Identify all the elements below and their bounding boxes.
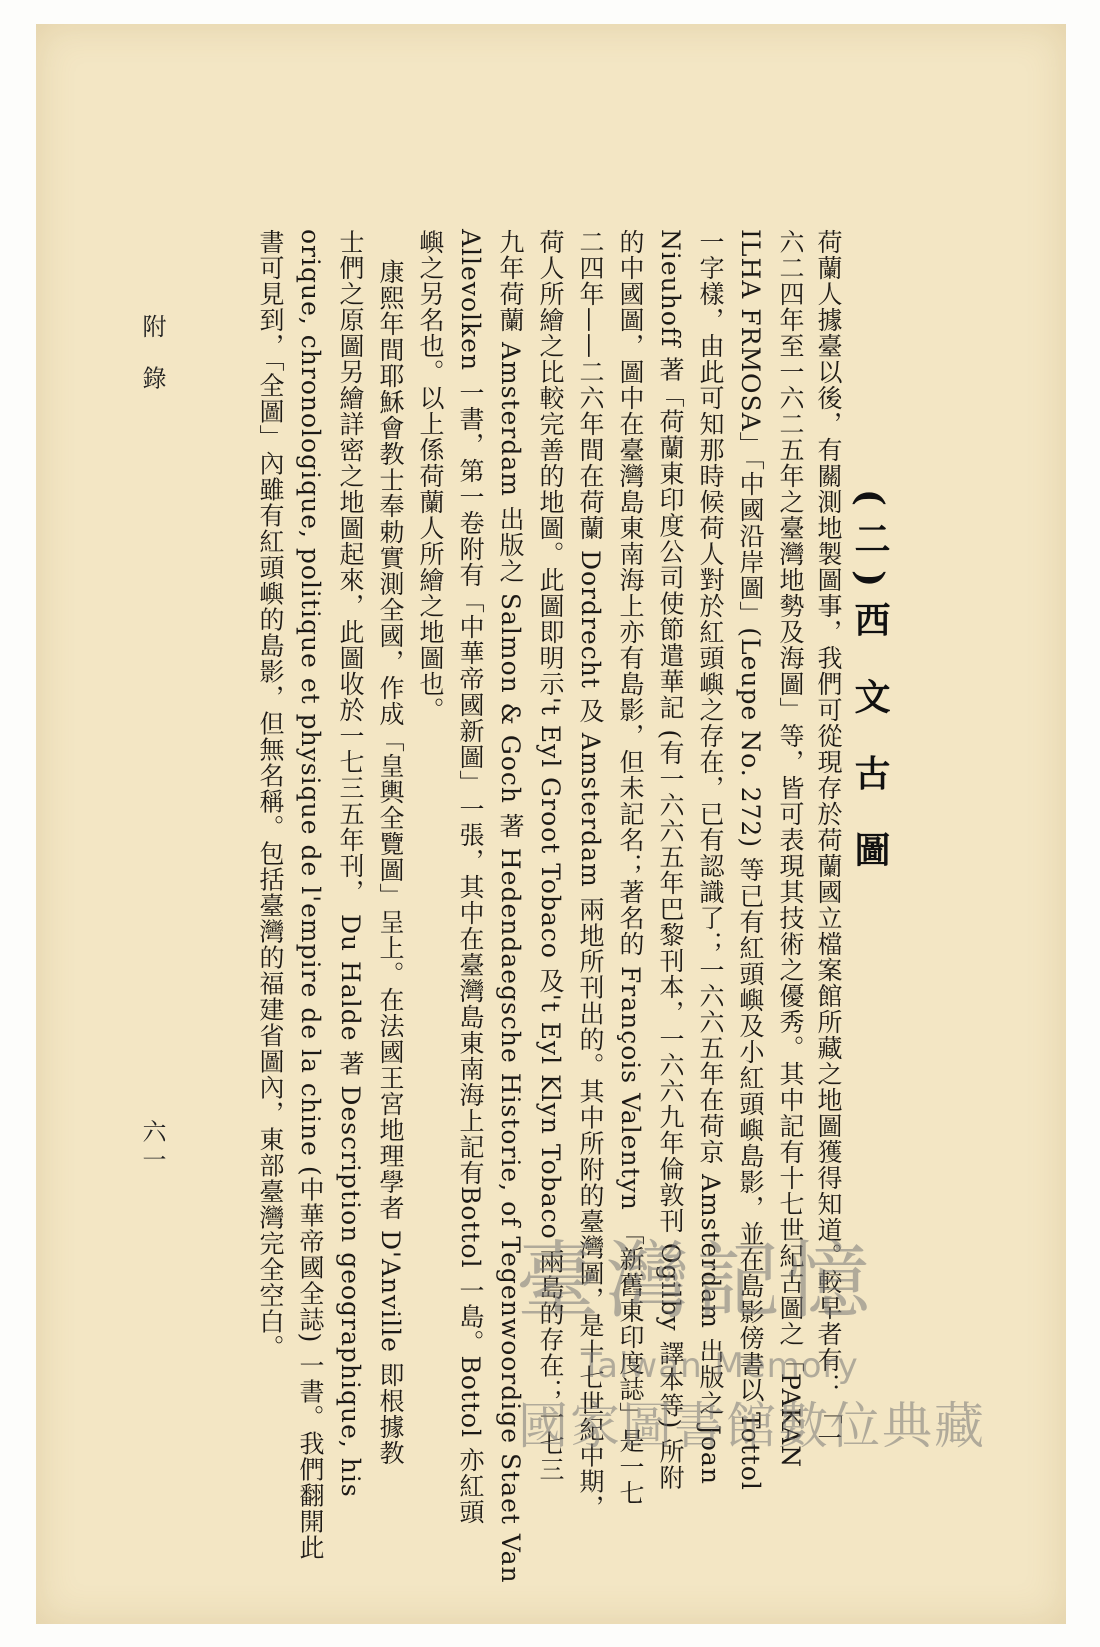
document-page (36, 24, 1066, 1624)
text-column-14: orique, chronologique, politique et physique de l'empire de la chine (中華帝國全誌) 一書。我們翻開此 (296, 229, 325, 1561)
text-column-8: 荷人所繪之比較完善的地圖。此圖即明示't Eyl Groot Tobaco 及't Eyl Klyn Tobaco 兩島的存在；一七三 (536, 229, 565, 1483)
watermark-title: 臺灣記憶 (516, 1232, 877, 1330)
watermark-institution: 國家圖書館數位典藏 (518, 1397, 986, 1455)
text-column-9: 九年荷蘭 Amsterdam 出版之 Salmon & Goch 著 Hedendaegsche Historie, of Tegenwoordige Staet Van (496, 229, 525, 1584)
text-column-5: Nieuhoff 著「荷蘭東印度公司使節遣華記 (有一六六五年巴黎刊本，一六六九年倫敦刊 Ogilby 譯本等) 所附 (656, 229, 685, 1491)
text-column-6: 的中國圖，圖中在臺灣島東南海上亦有島影，但未記名；著名的 François Valentyn 「新舊東印度誌」是一七 (616, 229, 645, 1506)
running-header: 附 錄 (138, 314, 166, 400)
text-column-4: 一字樣，由此可知那時候荷人對於紅頭嶼之存在，已有認識了；一六六五年在荷京 Amsterdam 出版之 Joan (696, 229, 725, 1485)
page-number: 六一 (138, 1119, 166, 1175)
text-column-7: 二四年——二六年間在荷蘭 Dordrecht 及 Amsterdam 兩地所刊出的。其中所附的臺灣圖，是十七世紀中期， (576, 229, 605, 1521)
watermark-english: Taiwan Memory (581, 1346, 859, 1386)
text-column-2: 六二四年至一六二五年之臺灣地勢及海圖」等，皆可表現其技術之優秀。其中記有十七世紀古圖之「PAKAN (776, 229, 805, 1469)
text-column-12: 康熙年間耶穌會教士奉勅實測全國，作成「皇輿全覽圖」呈上。在法國王宮地理學者 D'Anville 即根據教 (376, 259, 405, 1466)
text-column-10: Allevolken 一書，第一卷附有「中華帝國新圖」一張，其中在臺灣島東南海上記有Bottol 一島。Bottol 亦紅頭 (456, 229, 485, 1526)
text-column-1: 荷蘭人據臺以後，有關測地製圖事，我們可從現存於荷蘭國立檔案館所藏之地圖獲得知道。較早者有：「一 (814, 229, 843, 1451)
text-column-13: 士們之原圖另繪詳密之地圖起來，此圖收於一七三五年刊， Du Halde 著 Description geographique, his (336, 229, 365, 1498)
text-column-11: 嶼之另名也。以上係荷蘭人所繪之地圖也。 (416, 229, 445, 723)
text-column-15: 書可見到，「全圖」內雖有紅頭嶼的島影，但無名稱。包括臺灣的福建省圖內，東部臺灣完全空白。 (256, 229, 285, 1361)
text-column-3: ILHA FRMOSA」「中國沿岸圖」(Leupe No. 272) 等已有紅頭嶼及小紅頭嶼島影，並在島影傍書以 Tottol (736, 229, 765, 1491)
section-heading: (二)西 文 古 圖 (849, 489, 891, 881)
